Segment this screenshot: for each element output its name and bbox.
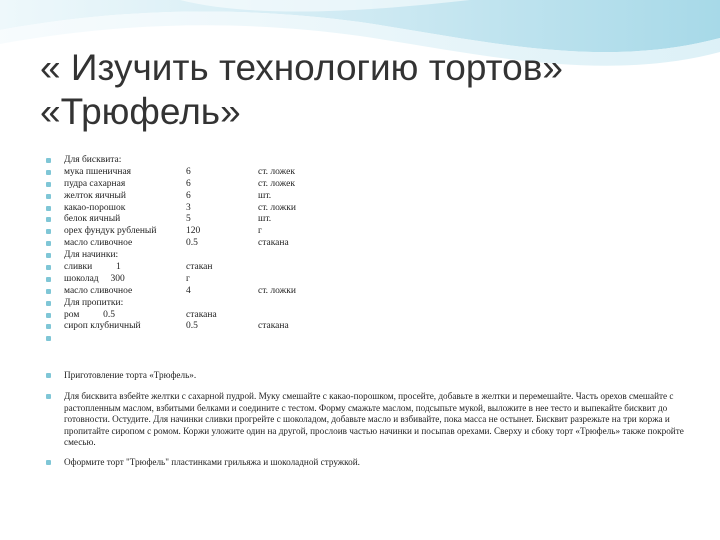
square-bullet-icon: [46, 217, 51, 222]
paragraph-text: Для бисквита взбейте желтки с сахарной пудрой. Муку смешайте с какао-порошком, просейте, добавьте в желтки и перемешайте. Часть орехов смешайте с растопленным маслом, взбитыми белками и соедините с тестом. Форму смажьте маслом, подсыпьте мукой, выложите в нее тесто и выпекайте бисквит до готовности. Остудите. Для начинки сливки прогрейте с шоколадом, добавьте масло и взбивайте, пока масса не остынет. Бисквит разрежьте на три коржа и пропитайте сиропом с ромом. Коржи уложите один на другой, прослоив частью начинки и посыпав орехами. Сверху и сбоку торт «Трюфель» также покройте смесью.: [64, 391, 684, 447]
square-bullet-icon: [46, 265, 51, 270]
square-bullet-icon: [46, 229, 51, 234]
square-bullet-icon: [46, 206, 51, 211]
square-bullet-icon: [46, 394, 51, 399]
square-bullet-icon: [46, 373, 51, 378]
square-bullet-icon: [46, 158, 51, 163]
square-bullet-icon: [46, 170, 51, 175]
square-bullet-icon: [46, 182, 51, 187]
square-bullet-icon: [46, 289, 51, 294]
square-bullet-icon: [46, 301, 51, 306]
page-title: [40, 46, 700, 134]
title-line-1: « Изучить технологию тортов»: [40, 47, 563, 88]
recipe-heading-paragraph: [46, 370, 684, 382]
paragraph-text: Приготовление торта «Трюфель».: [64, 370, 197, 380]
square-bullet-icon: [46, 313, 51, 318]
square-bullet-icon: [46, 336, 51, 341]
square-bullet-icon: [46, 253, 51, 258]
title-line-2: «Трюфель»: [40, 91, 241, 132]
square-bullet-icon: [46, 194, 51, 199]
square-bullet-icon: [46, 241, 51, 246]
square-bullet-icon: [46, 324, 51, 329]
square-bullet-icon: [46, 277, 51, 282]
recipe-method-paragraph: [46, 391, 684, 449]
paragraph-text: Оформите торт "Трюфель" пластинками грильяжа и шоколадной стружкой.: [64, 457, 360, 467]
square-bullet-icon: [46, 460, 51, 465]
recipe-decoration-paragraph: [46, 457, 684, 469]
